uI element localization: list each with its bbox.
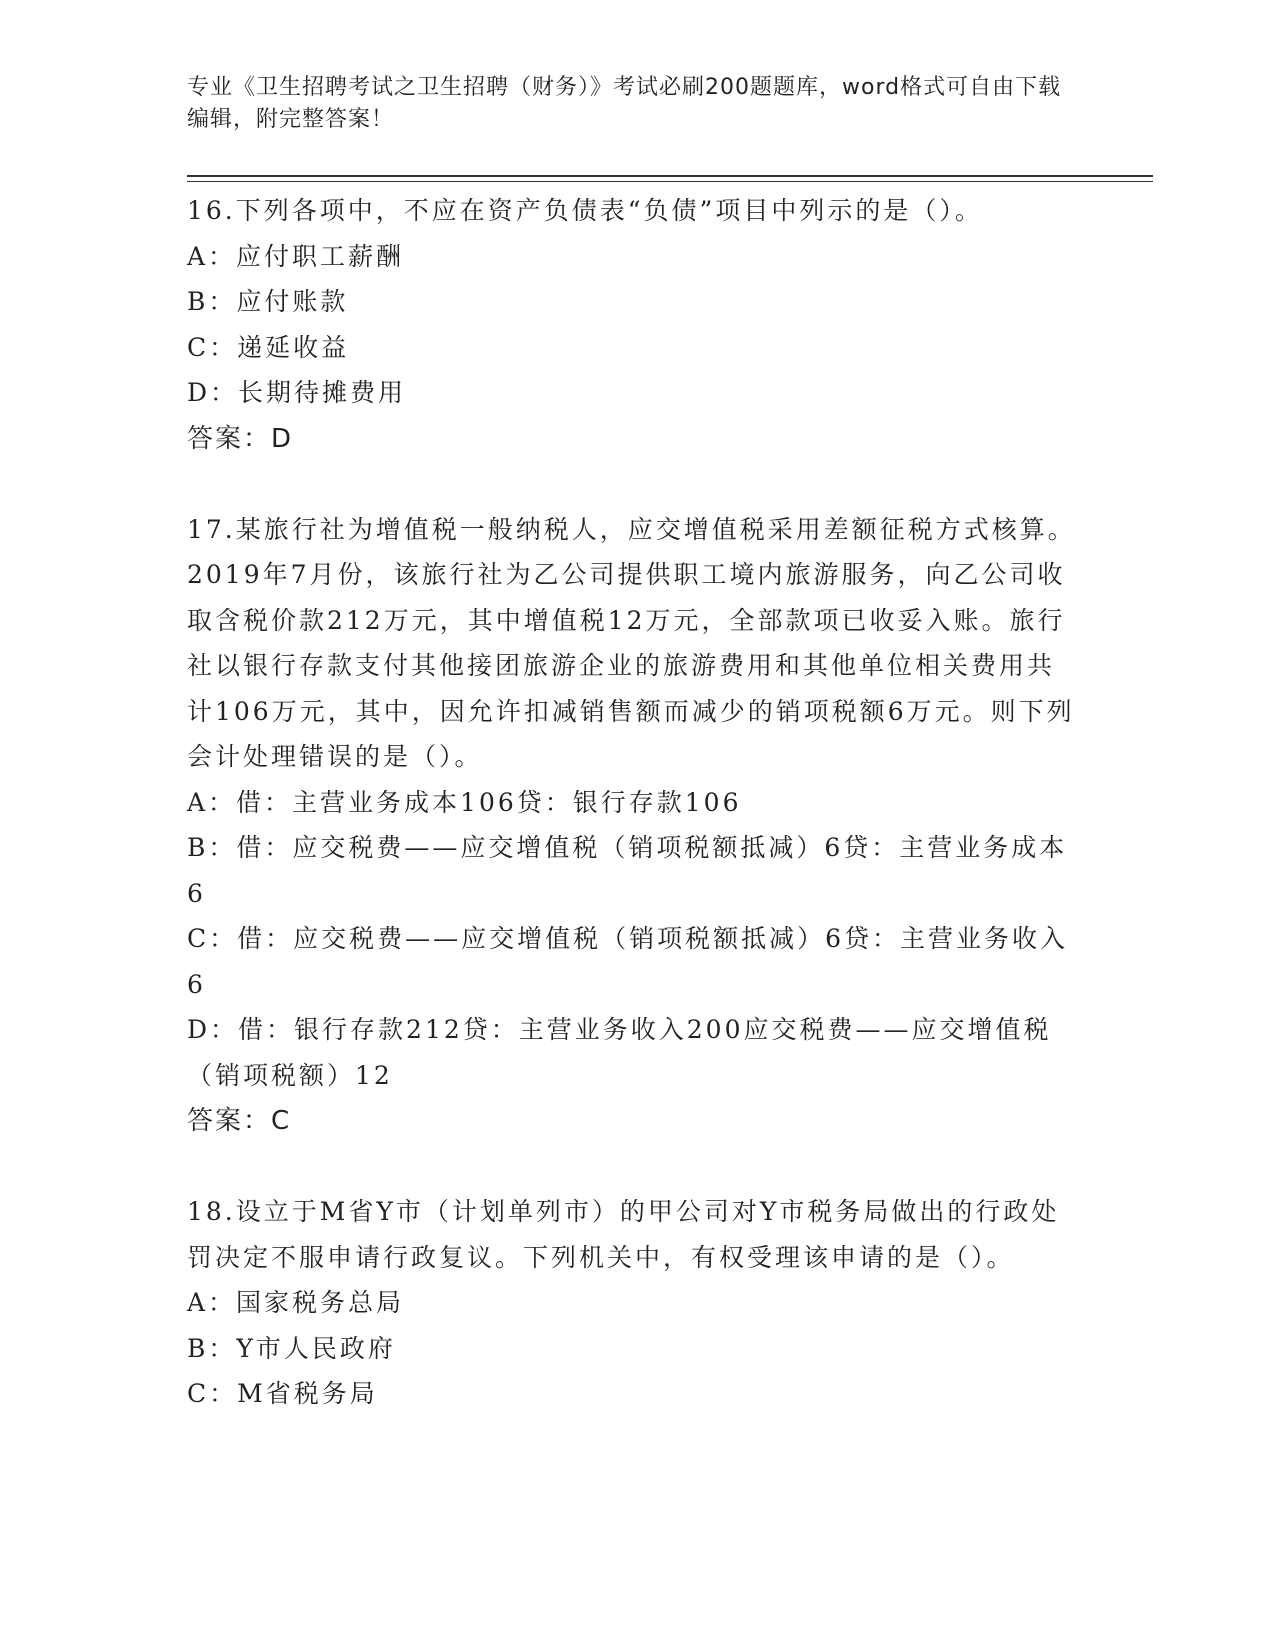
option-a: A：国家税务总局 xyxy=(187,1288,405,1317)
option-b: B：借：应交税费——应交增值税（销项税额抵减）6贷：主营业务成本6 xyxy=(187,833,1068,908)
answer-line: 答案：D xyxy=(187,423,294,454)
option-b: B：Y市人民政府 xyxy=(187,1333,396,1363)
option-c: C：借：应交税费——应交增值税（销项税额抵减）6贷：主营业务收入6 xyxy=(187,924,1069,999)
document-header: 专业《卫生招聘考试之卫生招聘（财务）》考试必刷200题题库，word格式可自由下载编辑，附完整答案！ xyxy=(187,75,1062,132)
option-c: C：递延收益 xyxy=(187,332,350,362)
option-a: A：应付职工薪酬 xyxy=(187,241,405,271)
question-text: 16.下列各项中，不应在资产负债表“负债”项目中列示的是（）。 xyxy=(187,196,983,225)
question-list xyxy=(187,188,1077,1417)
header-rule-top xyxy=(187,175,1153,177)
option-a: A：借：主营业务成本106贷：银行存款106 xyxy=(187,787,742,817)
option-b: B：应付账款 xyxy=(187,287,349,316)
option-c: C：M省税务局 xyxy=(187,1379,378,1408)
option-d: D：长期待摊费用 xyxy=(187,378,407,407)
question-gap xyxy=(187,1144,1077,1189)
option-d: D：借：银行存款212贷：主营业务收入200应交税费——应交增值税（销项税额）12 xyxy=(187,1015,1052,1090)
question-18 xyxy=(187,1189,1077,1417)
question-text: 18.设立于M省Y市（计划单列市）的甲公司对Y市税务局做出的行政处罚决定不服申请行政复议。下列机关中，有权受理该申请的是（）。 xyxy=(187,1197,1060,1272)
question-17 xyxy=(187,507,1077,1145)
question-16 xyxy=(187,188,1077,462)
answer-line: 答案：C xyxy=(187,1106,292,1136)
question-gap xyxy=(187,462,1077,507)
question-text: 17.某旅行社为增值税一般纳税人，应交增值税采用差额征税方式核算。2019年7月份，该旅行社为乙公司提供职工境内旅游服务，向乙公司收取含税价款212万元，其中增值税12万元，全部款项已收妥入账。旅行社以银行存款支付其他接团旅游企业的旅游费用和其他单位相关费用共计106万元，其中，因允许扣减销售额而减少的销项税额6万元。则下列会计处理错误的是（）。 xyxy=(187,514,1076,771)
header-rule-bottom xyxy=(187,181,1153,182)
